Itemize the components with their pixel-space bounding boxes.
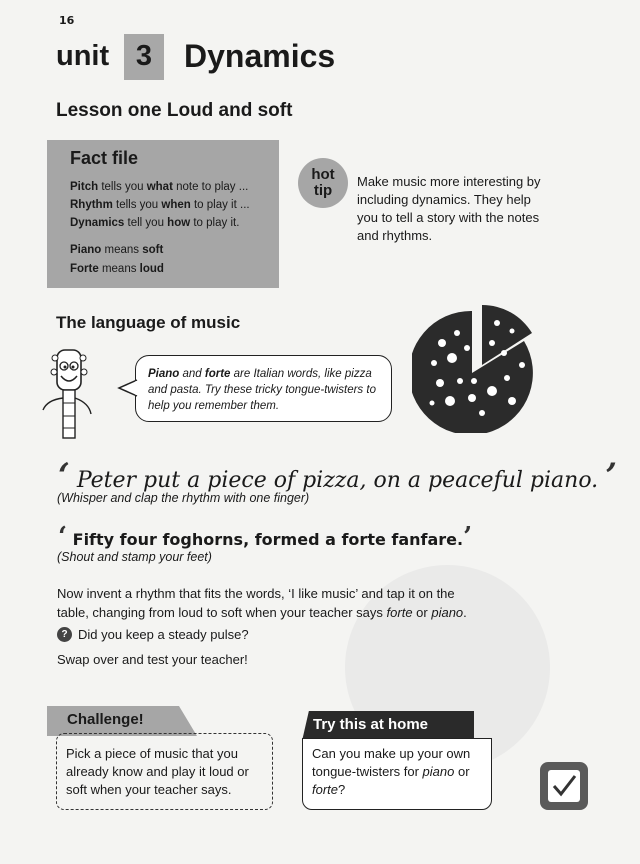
speech-bubble-text: Piano and forte are Italian words, like pizza and pasta. Try these tricky tongue-twisters to help you remember them.	[148, 368, 376, 412]
unit-number: 3	[135, 40, 153, 72]
hot-tip-label: hot tip	[311, 166, 335, 199]
section-title: The language of music	[56, 313, 241, 332]
pizza-icon	[412, 303, 542, 433]
instruction-note: (Whisper and clap the rhythm with one finger)	[57, 491, 310, 505]
fact-file-title: Fact file	[70, 148, 139, 168]
hot-tip-text: Make music more interesting by including dynamics. They help you to tell a story with the notes and rhythms.	[357, 174, 541, 243]
challenge-label: Challenge!	[67, 711, 144, 728]
challenge-text: Pick a piece of music that you already know and play it loud or soft when your teacher says.	[66, 746, 249, 797]
fact-line: Pitch tells you what note to play ...	[70, 181, 249, 193]
lesson-title: Lesson one Loud and soft	[56, 100, 293, 121]
fact-line: Dynamics tell you how to play it.	[70, 217, 240, 229]
unit-title: Dynamics	[184, 38, 336, 74]
fact-line: Rhythm tells you when to play it ...	[70, 199, 250, 211]
unit-word: unit	[56, 40, 110, 72]
activity-text: table, changing from loud to soft when your teacher says forte or piano.	[57, 605, 467, 620]
tongue-twister-loud: ‘ Fifty four foghorns, formed a forte fanfare.’	[58, 522, 473, 552]
activity-text: Swap over and test your teacher!	[57, 652, 248, 667]
fact-line: Piano means soft	[70, 244, 164, 256]
speech-bubble-pointer	[117, 378, 139, 398]
checkmark-icon	[538, 760, 590, 812]
try-home-label: Try this at home	[313, 716, 429, 733]
fact-line: Forte means loud	[70, 263, 164, 275]
page-number: 16	[59, 14, 75, 27]
tongue-twister-soft: ‘ Peter put a piece of pizza, on a peaceful piano. ’	[58, 456, 618, 496]
try-home-text: Can you make up your own tongue-twisters for piano or forte?	[312, 746, 471, 797]
guitar-character-icon	[35, 348, 101, 442]
activity-text: Now invent a rhythm that fits the words, ‘I like music’ and tap it on the	[57, 586, 455, 601]
question-text: Did you keep a steady pulse?	[78, 627, 249, 642]
instruction-note: (Shout and stamp your feet)	[57, 550, 212, 564]
question-icon: ?	[57, 627, 72, 642]
